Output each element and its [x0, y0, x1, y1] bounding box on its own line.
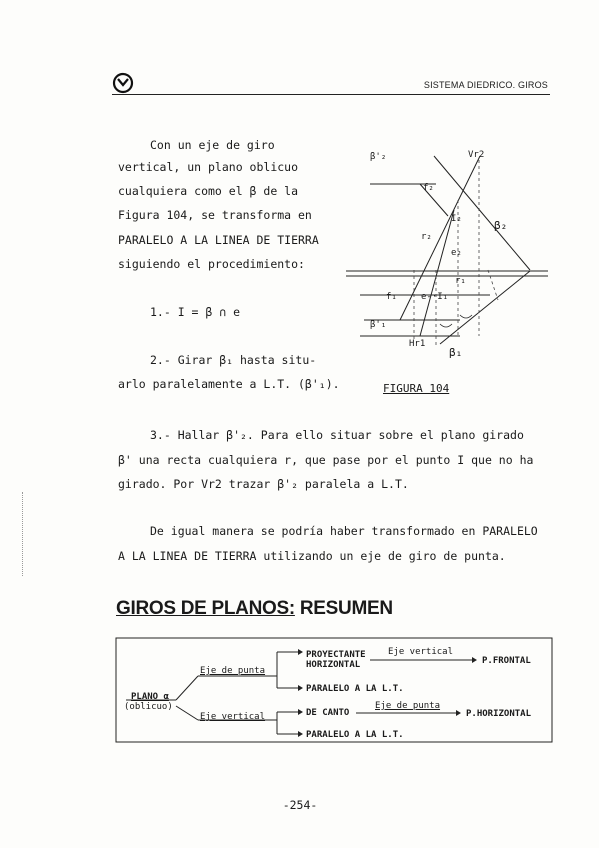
section-title-part-2: RESUMEN	[299, 598, 393, 619]
label-beta1: β₁	[449, 346, 463, 359]
section-title-part-1: GIROS DE PLANOS:	[116, 598, 295, 619]
tree-leaf-paralelo-1: PARALELO A LA L.T.	[306, 684, 404, 694]
label-e-i1: e-·I₁	[421, 292, 449, 302]
paragraph-1-line-1: Con un eje de giro	[150, 138, 275, 152]
label-beta2: β₂	[494, 219, 508, 232]
label-beta2-prime: β'₂	[370, 152, 387, 162]
label-hr1: Hr1	[409, 339, 426, 349]
step-1: 1.- I = β ∩ e	[150, 305, 241, 319]
tree-leaf-canto-axis: Eje de punta	[375, 701, 441, 711]
tree-branch-eje-vertical: Eje vertical	[200, 712, 266, 722]
tree-leaf-de-canto: DE CANTO	[306, 708, 350, 718]
label-beta1-prime: β'₁	[370, 320, 387, 330]
step-3-line-2: β' una recta cualquiera r, que pase por el punto I que no ha	[118, 453, 534, 467]
figure-caption: FIGURA 104	[383, 382, 450, 395]
tree-leaf-paralelo-2: PARALELO A LA L.T.	[306, 730, 404, 740]
page-number: -254-	[282, 798, 318, 812]
label-r2: r₂	[421, 232, 432, 242]
step-2-line-2: arlo paralelamente a L.T. (β'₁).	[118, 377, 340, 391]
paragraph-2-line-2: A LA LINEA DE TIERRA utilizando un eje de giro de punta.	[118, 549, 506, 563]
tree-branch-eje-punta: Eje de punta	[200, 666, 266, 676]
tree-leaf-proyectante-axis: Eje vertical	[388, 647, 454, 657]
paragraph-1-line-2: vertical, un plano oblicuo	[118, 160, 299, 174]
step-3-line-3: girado. Por Vr2 trazar β'₂ paralela a L.T.	[118, 477, 409, 491]
paragraph-1-line-6: siguiendo el procedimiento:	[118, 257, 305, 271]
header-title: SISTEMA DIEDRICO. GIROS	[423, 80, 548, 90]
tree-leaf-proyectante-line-1: PROYECTANTE	[306, 650, 366, 660]
tree-root-plano: PLANO α	[131, 692, 169, 702]
label-e2: e₂	[451, 248, 462, 258]
tree-leaf-p-horizontal: P.HORIZONTAL	[466, 709, 532, 719]
step-3-line-1: 3.- Hallar β'₂. Para ello situar sobre el plano girado	[150, 428, 524, 442]
label-f2: f₂	[423, 183, 434, 193]
tree-leaf-p-frontal: P.FRONTAL	[482, 656, 531, 666]
label-vr2: Vr2	[468, 150, 485, 160]
step-2-line-1: 2.- Girar β₁ hasta situ-	[150, 353, 317, 367]
margin-scan-marks	[22, 492, 25, 576]
label-i2: I₂	[451, 214, 462, 224]
paragraph-1-line-3: cualquiera como el β de la	[118, 184, 299, 198]
paragraph-1-line-4: Figura 104, se transforma en	[118, 208, 312, 222]
label-r1: r₁	[455, 276, 466, 286]
tree-root-oblicuo: (oblicuo)	[124, 702, 173, 712]
tree-leaf-proyectante-line-2: HORIZONTAL	[306, 660, 361, 670]
label-f1: f₁	[386, 292, 397, 302]
paragraph-2-line-1: De igual manera se podría haber transformado en PARALELO	[150, 524, 538, 538]
paragraph-1-line-5: PARALELO A LA LINEA DE TIERRA	[118, 233, 319, 247]
